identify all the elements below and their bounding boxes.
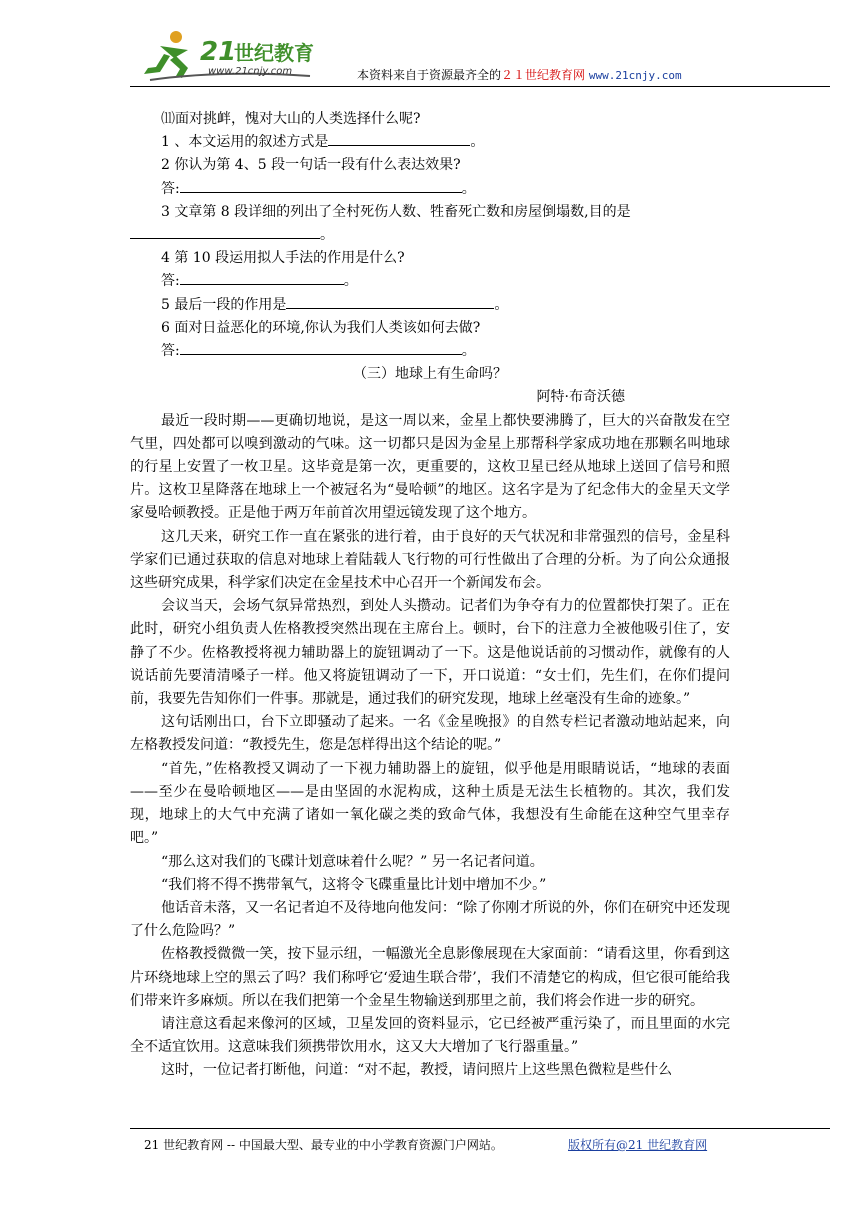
svg-text:21: 21 — [200, 37, 237, 67]
question-intro: ⑾面对挑衅，愧对大山的人类选择什么呢? — [161, 111, 421, 127]
question-5: 5 最后一段的作用是 。 — [130, 294, 730, 317]
question-3: 3 文章第 8 段详细的列出了全村死伤人数、牲畜死亡数和房屋倒塌数,目的是 — [161, 203, 631, 220]
question-6: 6 面对日益恶化的环境,你认为我们人类该如何去做? — [161, 319, 481, 336]
answer-blank — [130, 224, 320, 239]
paragraph: 这句话刚出口，台下立即骚动了起来。一名《金星晚报》的自然专栏记者激动地站起来，向左格教授发问道：“教授先生，您是怎样得出这个结论的呢。” — [130, 714, 730, 754]
page-footer — [144, 1136, 708, 1153]
answer-blank — [328, 131, 470, 146]
paragraph: 这几天来，研究工作一直在紧张的进行着，由于良好的天气状况和非常强烈的信号，金星科学家们已通过获取的信息对地球上着陆载人飞行物的可行性做出了合理的分析。为了向公众通报这些研究成果，科学家们决定在金星技术中心召开一个新闻发布会。 — [130, 528, 730, 592]
paragraph: 会议当天，会场气氛异常热烈，到处人头攒动。记者们为争夺有力的位置都快打架了。正在此时，研究小组负责人佐格教授突然出现在主席台上。顿时，台下的注意力全被他吸引住了，安静了不少。佐格教授将视力辅助器上的旋钮调动了一下。这是他说话前的习惯动作，就像有的人说话前先要清清嗓子一样。他又将旋钮调动了一下，开口说道：“女士们，先生们，在你们提问前，我要先告知你们一件事。那就是，通过我们的研究发现，地球上丝毫没有生命的迹象。” — [130, 598, 730, 708]
footer-text: 21 世纪教育网 -- 中国最大型、最专业的中小学教育资源门户网站。 — [144, 1138, 503, 1152]
answer-line-4: 答: 。 — [130, 270, 730, 293]
svg-text:世纪教育: 世纪教育 — [234, 41, 314, 65]
header-divider — [130, 86, 830, 87]
footer-divider — [130, 1128, 830, 1129]
copyright-link[interactable]: 版权所有@21 世纪教育网 — [568, 1138, 708, 1152]
document-body — [130, 108, 730, 1083]
header-note — [357, 66, 682, 83]
question-4: 4 第 10 段运用拟人手法的作用是什么? — [161, 250, 405, 267]
paragraph: “我们将不得不携带氧气，这将令飞碟重量比计划中增加不少。” — [161, 876, 547, 893]
answer-blank — [180, 340, 462, 355]
answer-blank — [180, 270, 344, 285]
paragraph: 佐格教授微微一笑，按下显示纽，一幅激光全息影像展现在大家面前：“请看这里，你看到这片环绕地球上空的黑云了吗？我们称呼它‘爱迪生联合带’，我们不清楚它的构成，但它很可能给我们带来许多麻烦。所以在我们把第一个金星生物输送到那里之前，我们将会作进一步的研究。 — [130, 946, 730, 1009]
answer-line-3: 。 — [130, 224, 730, 247]
header-note-url[interactable]: www.21cnjy.com — [588, 69, 682, 82]
question-1: 1 、本文运用的叙述方式是 。 — [130, 131, 730, 154]
answer-blank — [180, 178, 462, 193]
paragraph: “那么这对我们的飞碟计划意味着什么呢？” 另一名记者问道。 — [161, 853, 544, 870]
site-logo — [130, 28, 350, 84]
paragraph: “首先，”佐格教授又调动了一下视力辅助器上的旋钮，似乎他是用眼睛说话，“地球的表面——至少在曼哈顿地区——是由坚固的水泥构成，这种土质是无法生长植物的。其次，我们发现，地球上的大气中充满了诸如一氧化碳之类的致命气体，我想没有生命能在这种空气里幸存吧。” — [130, 760, 730, 847]
paragraph: 他话音未落，又一名记者迫不及待地向他发问：“除了你刚才所说的外，你们在研究中还发现了什么危险吗？” — [130, 899, 730, 940]
header-note-site[interactable]: ２１世纪教育网 — [501, 68, 586, 82]
paragraph: 这时，一位记者打断他，问道：“对不起，教授，请问照片上这些黑色微粒是些什么 — [161, 1062, 673, 1079]
paragraph: 最近一段时期——更确切地说，是这一周以来，金星上都快要沸腾了，巨大的兴奋散发在空气里，四处都可以嗅到激动的气味。这一切都只是因为金星上那帮科学家成功地在那颗名叫地球的行星上安置了一枚卫星。这毕竟是第一次，更重要的，这枚卫星已经从地球上送回了信号和照片。这枚卫星降落在地球上一个被冠名为“曼哈顿”的地区。这名字是为了纪念伟大的金星天文学家曼哈顿教授。正是他于两万年前首次用望远镜发现了这个地方。 — [130, 412, 730, 522]
answer-blank — [286, 294, 494, 309]
article-title: （三）地球上有生命吗？ — [353, 366, 507, 383]
answer-line-2: 答: 。 — [130, 178, 730, 201]
svg-text:www.21cnjy.com: www.21cnjy.com — [208, 66, 293, 77]
header-note-prefix: 本资料来自于资源最齐全的 — [357, 68, 502, 82]
paragraph: 请注意这看起来像河的区域，卫星发回的资料显示，它已经被严重污染了，而且里面的水完全不适宜饮用。这意味我们须携带饮用水，这又大大增加了飞行器重量。” — [130, 1015, 730, 1056]
question-2: 2 你认为第 4、5 段一句话一段有什么表达效果? — [161, 157, 461, 174]
answer-line-6: 答: 。 — [130, 340, 730, 363]
article-author: 阿特·布奇沃德 — [536, 389, 625, 406]
